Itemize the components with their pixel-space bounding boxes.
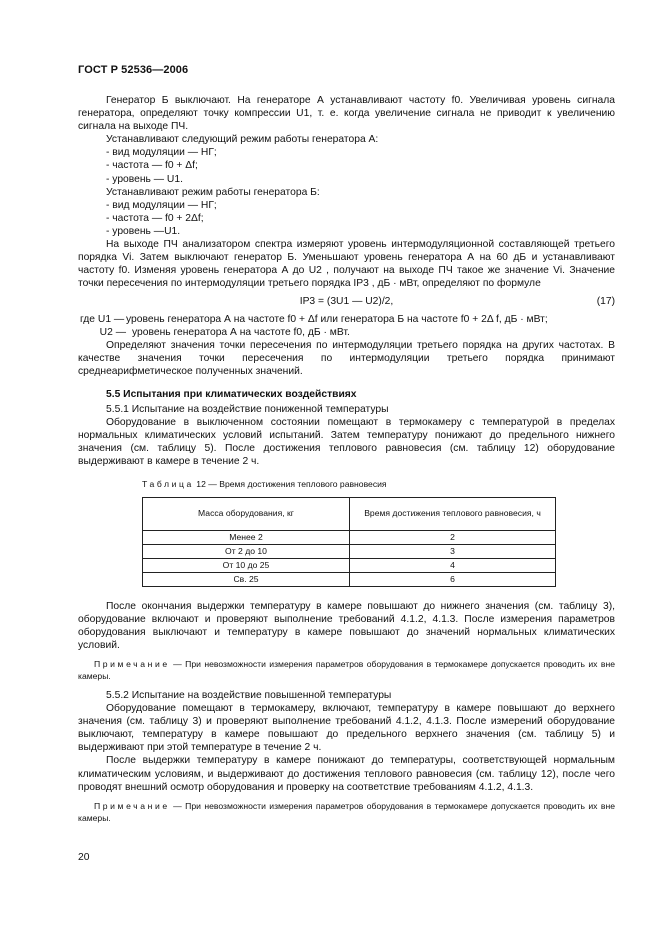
paragraph-high-temperature-test: Оборудование помещают в термокамеру, включают, температуру в камере повышают до верхнего значения (см. таблицу 3) и проверяют выполнение требований 4.1.2, 4.1.3. После измерений оборудование выключают, температуру в камере повышают до предельного верхнего значения (см. таблицу 5) и выдерживают при этой температуре в течение 2 ч. — [78, 703, 615, 754]
table-header-cell: Масса оборудования, кг — [143, 497, 350, 530]
table-caption-word: Таблица — [142, 478, 194, 489]
formula-expression: IP3 = (3U1 — U2)/2, — [299, 296, 394, 308]
formula-number: (17) — [596, 296, 615, 308]
generator-a-mode-item: - частота — f0 + Δf; — [106, 160, 198, 172]
legend-symbol: где U1 — — [80, 313, 125, 325]
formula-legend-u1 — [78, 313, 615, 326]
subsection-heading-5-5-1: 5.5.1 Испытание на воздействие пониженной температуры — [106, 404, 389, 416]
paragraph-intermodulation-measurement: На выходе ПЧ анализатором спектра измеряют уровень интермодуляционной составляющей третьего порядка Vi. Затем выключают генератор Б. Уменьшают уровень генератора А на 60 дБ и устанавливают частоту f0. Изменяя уровень генератора А до U2 , получают на выходе ПЧ такое же значение Vi. Значение точки пересечения по интермодуляции третьего порядка IP3 , дБ · мВт, определяют по формуле — [78, 239, 615, 290]
thermal-equilibrium-table — [142, 497, 556, 587]
paragraph-after-high-temperature: После выдержки температуру в камере понижают до температуры, соответствующей нормальным климатическим условиям, и выдерживают до достижения теплового равновесия (см. таблицу 12), после чего проводят внешний осмотр оборудования и проверку на соответствие требованиям 4.1.2, 4.1.3. — [78, 755, 615, 793]
spacer — [78, 587, 615, 600]
table-cell: 3 — [350, 544, 556, 558]
note-label: Примечание — [94, 659, 170, 669]
table-cell: 6 — [350, 572, 556, 586]
formula-17 — [78, 295, 615, 308]
paragraph-average-value: Определяют значения точки пересечения по интермодуляции третьего порядка на других частотах. В качестве значения точки пересечения по интермодуляции третьего порядка принимают среднеарифметическое полученных значений. — [78, 339, 615, 377]
table-row — [143, 572, 556, 586]
legend-text: уровень генератора А на частоте f0, дБ · мВт. — [132, 326, 350, 338]
generator-a-mode-title: Устанавливают следующий режим работы генератора А: — [106, 134, 379, 146]
generator-a-mode-item: - уровень — U1. — [106, 173, 183, 185]
table-cell: 4 — [350, 558, 556, 572]
section-heading-5-5: 5.5 Испытания при климатических воздействиях — [106, 388, 357, 400]
generator-b-mode-item: - вид модуляции — НГ; — [106, 199, 217, 211]
note-label: Примечание — [94, 800, 170, 811]
document-header: ГОСТ Р 52536—2006 — [78, 64, 189, 76]
table-cell: От 10 до 25 — [143, 558, 350, 572]
generator-a-mode-item: - вид модуляции — НГ; — [106, 147, 217, 159]
formula-legend-u2 — [78, 326, 615, 339]
generator-b-mode-title: Устанавливают режим работы генератора Б: — [106, 186, 320, 198]
note-1 — [78, 658, 615, 682]
legend-text: уровень генератора А на частоте f0 + Δf или генератора Б на частоте f0 + 2Δ f, дБ · мВт; — [126, 313, 548, 325]
table-cell: Менее 2 — [143, 530, 350, 544]
subsection-heading-5-5-2: 5.5.2 Испытание на воздействие повышенной температуры — [106, 690, 392, 701]
table-caption — [142, 478, 615, 491]
note-text: — При невозможности измерения параметров оборудования в термокамере допускается проводить их вне камеры. — [78, 659, 615, 681]
legend-symbol: U2 — — [99, 326, 126, 338]
table-cell: 2 — [350, 530, 556, 544]
paragraph-generator-b-off: Генератор Б выключают. На генераторе А устанавливают частоту f0. Увеличивая уровень сигнала генератора, определяют точку компрессии U1, т. е. когда увеличение сигнала не приводит к увеличению сигнала на выходе ПЧ. — [78, 95, 615, 133]
table-header-cell: Время достижения теплового равновесия, ч — [350, 497, 556, 530]
table-header-row — [143, 497, 556, 530]
table-cell: Св. 25 — [143, 572, 350, 586]
note-text: — При невозможности измерения параметров оборудования в термокамере допускается проводить их вне камеры. — [78, 800, 615, 823]
generator-b-mode-item: - уровень —U1. — [106, 225, 181, 237]
note-2 — [78, 800, 615, 824]
table-row — [143, 558, 556, 572]
paragraph-after-exposure: После окончания выдержки температуру в камере повышают до нижнего значения (см. таблицу 3), оборудование включают и проверяют выполнение требований 4.1.2, 4.1.3. После измерения параметров оборудования выключают и температуру в камере повышают до значений нормальных климатических условий. — [78, 600, 615, 651]
table-caption-text: 12 — Время достижения теплового равновесия — [196, 478, 387, 489]
table-row — [143, 530, 556, 544]
table-cell: От 2 до 10 — [143, 544, 350, 558]
table-row — [143, 544, 556, 558]
page-number: 20 — [78, 852, 90, 863]
generator-b-mode-item: - частота — f0 + 2Δf; — [106, 212, 204, 224]
paragraph-low-temperature-test: Оборудование в выключенном состоянии помещают в термокамеру с температурой в пределах нормальных климатических условий испытаний. Затем температуру понижают до предельного нижнего значения (см. таблицу 5). После достижения теплового равновесия (см. таблицу 12) оборудование выдерживают в камере в течение 2 ч. — [78, 417, 615, 468]
document-body — [78, 94, 615, 824]
